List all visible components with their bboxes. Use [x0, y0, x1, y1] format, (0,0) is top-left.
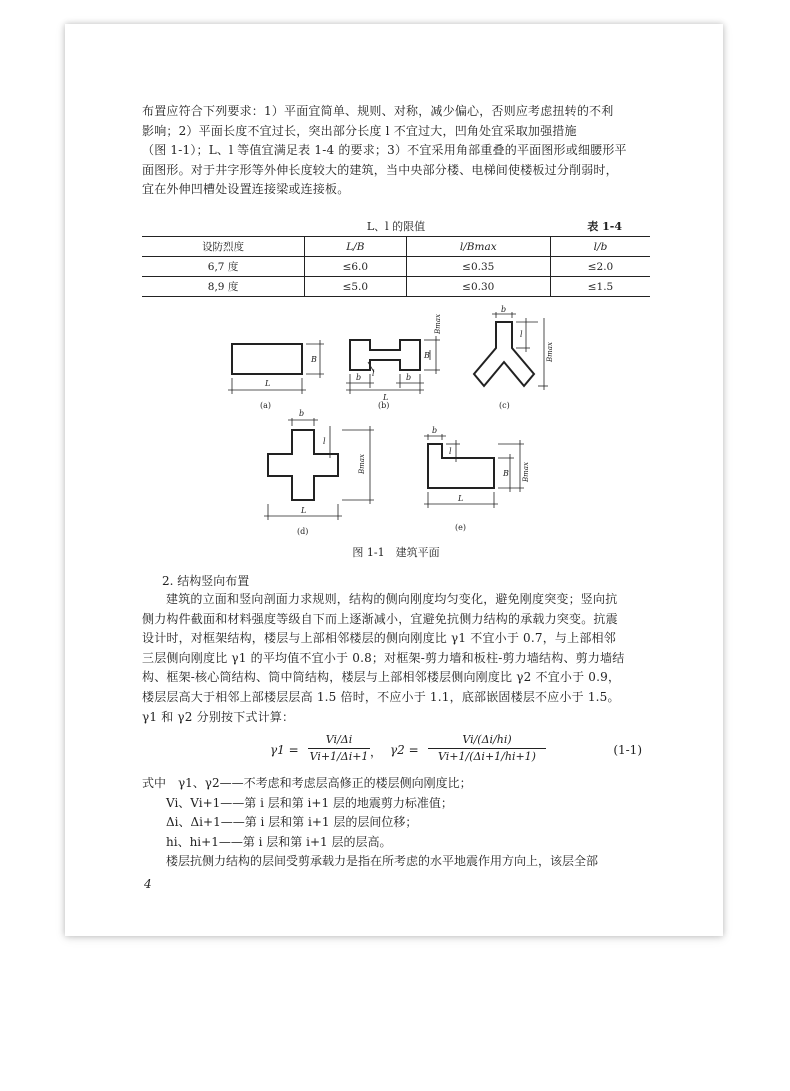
formula-definitions	[142, 774, 598, 872]
definition-line: Δi、Δi+1——第 i 层和第 i+1 层的层间位移；	[142, 815, 418, 830]
fraction-2-numerator: Vi/(Δi/hi)	[428, 732, 546, 749]
sublabel-b: (b)	[378, 401, 390, 410]
fraction-1	[308, 732, 370, 765]
body-paragraph	[142, 590, 650, 727]
dim-Bmax: Bmax	[546, 342, 554, 362]
table-row	[142, 277, 650, 297]
dim-L: L	[265, 379, 271, 388]
dim-Bmax: Bmax	[522, 462, 530, 482]
intro-line: 布置应符合下列要求：1）平面宜简单、规则、对称，减少偏心，否则应考虑扭转的不利	[142, 104, 614, 118]
dim-l: l	[323, 437, 326, 446]
plan-a	[228, 340, 324, 410]
dim-b: b	[432, 426, 438, 435]
dim-L: L	[301, 506, 307, 515]
dim-L: L	[458, 494, 464, 503]
body-line: 设计时，对框架结构，楼层与上部相邻楼层的侧向刚度比 γ1 不宜小于 0.7，与上部相邻	[142, 631, 616, 646]
sublabel-e: (e)	[455, 523, 466, 532]
table-cell: ≤0.35	[406, 257, 550, 277]
building-plan-figure	[142, 304, 650, 540]
figure-caption: 图 1-1 建筑平面	[352, 546, 440, 559]
dim-l: l	[372, 369, 375, 378]
definition-line: 式中 γ1、γ2——不考虑和考虑层高修正的楼层侧向刚度比；	[142, 776, 472, 790]
sublabel-a: (a)	[260, 401, 272, 410]
dim-b: b	[501, 305, 507, 314]
fraction-1-numerator: Vi/Δi	[308, 732, 370, 749]
table-row	[142, 257, 650, 277]
dim-l: l	[520, 330, 523, 339]
table-cell: ≤2.0	[550, 257, 650, 277]
sublabel-c: (c)	[499, 401, 510, 410]
gamma1-label: γ1 =	[270, 743, 299, 757]
intro-line: 面图形。对于井字形等外伸长度较大的建筑，当中央部分楼、电梯间使楼板过分削弱时，	[142, 162, 618, 177]
body-line: γ1 和 γ2 分别按下式计算：	[142, 709, 295, 724]
dim-b: b	[299, 409, 305, 418]
dim-b: b	[356, 373, 362, 382]
table-cell: ≤5.0	[305, 277, 406, 297]
dim-Bmax: Bmax	[358, 454, 366, 474]
dim-B: B	[311, 355, 317, 364]
table-header-cell: L/B	[305, 237, 406, 257]
table-header-cell: l/Bmax	[406, 237, 550, 257]
dim-Bmax: Bmax	[434, 314, 442, 334]
fraction-2	[428, 732, 546, 765]
limits-table	[142, 236, 650, 297]
definition-line: 楼层抗侧力结构的层间受剪承载力是指在所考虑的水平地震作用方向上，该层全部	[142, 854, 599, 869]
body-line: 侧力构件截面和材料强度等级自下而上逐渐减小，宜避免抗侧力结构的承载力突变。抗震	[142, 611, 618, 626]
formula-number: (1-1)	[613, 743, 642, 757]
table-header-cell: 设防烈度	[202, 241, 245, 253]
definition-line: hi、hi+1——第 i 层和第 i+1 层的层高。	[142, 834, 392, 849]
gamma2-label: γ2 =	[390, 743, 419, 757]
definition-line: Vi、Vi+1——第 i 层和第 i+1 层的地震剪力标准值；	[142, 795, 453, 810]
dim-l: l	[449, 447, 452, 456]
table-header-row	[142, 237, 650, 257]
sublabel-d: (d)	[297, 527, 309, 536]
intro-paragraph	[142, 102, 650, 200]
intro-line: 宜在外伸凹槽处设置连接梁或连接板。	[142, 182, 350, 197]
body-line: 楼层层高大于相邻上部楼层层高 1.5 倍时，不应小于 1.1，底部嵌固楼层不应小于 1.5。	[142, 689, 620, 704]
section-title: 2. 结构竖向布置	[162, 574, 250, 588]
table-cell: ≤6.0	[305, 257, 406, 277]
dim-b: b	[406, 373, 412, 382]
intro-line: 影响；2）平面长度不宜过长，突出部分长度 l 不宜过大，凹角处宜采取加强措施	[142, 123, 577, 138]
table-header-cell: l/b	[550, 237, 650, 257]
body-line: 三层侧向刚度比 γ1 的平均值不宜小于 0.8；对框架-剪力墙和板柱-剪力墙结构、剪力墙结	[142, 650, 625, 665]
table-cell: ≤1.5	[550, 277, 650, 297]
dim-L: L	[383, 393, 389, 402]
body-line: 构、框架-核心筒结构、筒中筒结构，楼层与上部相邻楼层侧向刚度比 γ2 不宜小于 0.9，	[142, 670, 621, 685]
body-line: 建筑的立面和竖向剖面力求规则，结构的侧向刚度均匀变化，避免刚度突变；竖向抗	[166, 592, 618, 606]
table-cell: ≤0.30	[406, 277, 550, 297]
formula-1-1	[142, 732, 650, 772]
table-cell: 6,7 度	[207, 261, 239, 273]
plan-e	[424, 426, 530, 532]
table-title: L、l 的限值	[366, 220, 426, 233]
intro-line: （图 1-1）；L、l 等值宜满足表 1-4 的要求；3）不宜采用角部重叠的平面图形或细腰形平	[142, 143, 627, 158]
fraction-1-denominator: Vi+1/Δi+1	[309, 750, 369, 763]
table-number: 表 1-4	[587, 220, 622, 233]
dim-B: B	[503, 469, 509, 478]
dim-B: B	[424, 351, 430, 360]
page-number: 4	[144, 877, 152, 891]
table-cell: 8,9 度	[207, 281, 239, 293]
formula-separator: ，	[370, 745, 383, 759]
plan-b	[346, 314, 442, 410]
table-caption	[142, 218, 650, 234]
plan-d	[264, 409, 374, 536]
plan-c	[474, 305, 554, 410]
fraction-2-denominator: Vi+1/(Δi+1/hi+1)	[438, 750, 536, 763]
